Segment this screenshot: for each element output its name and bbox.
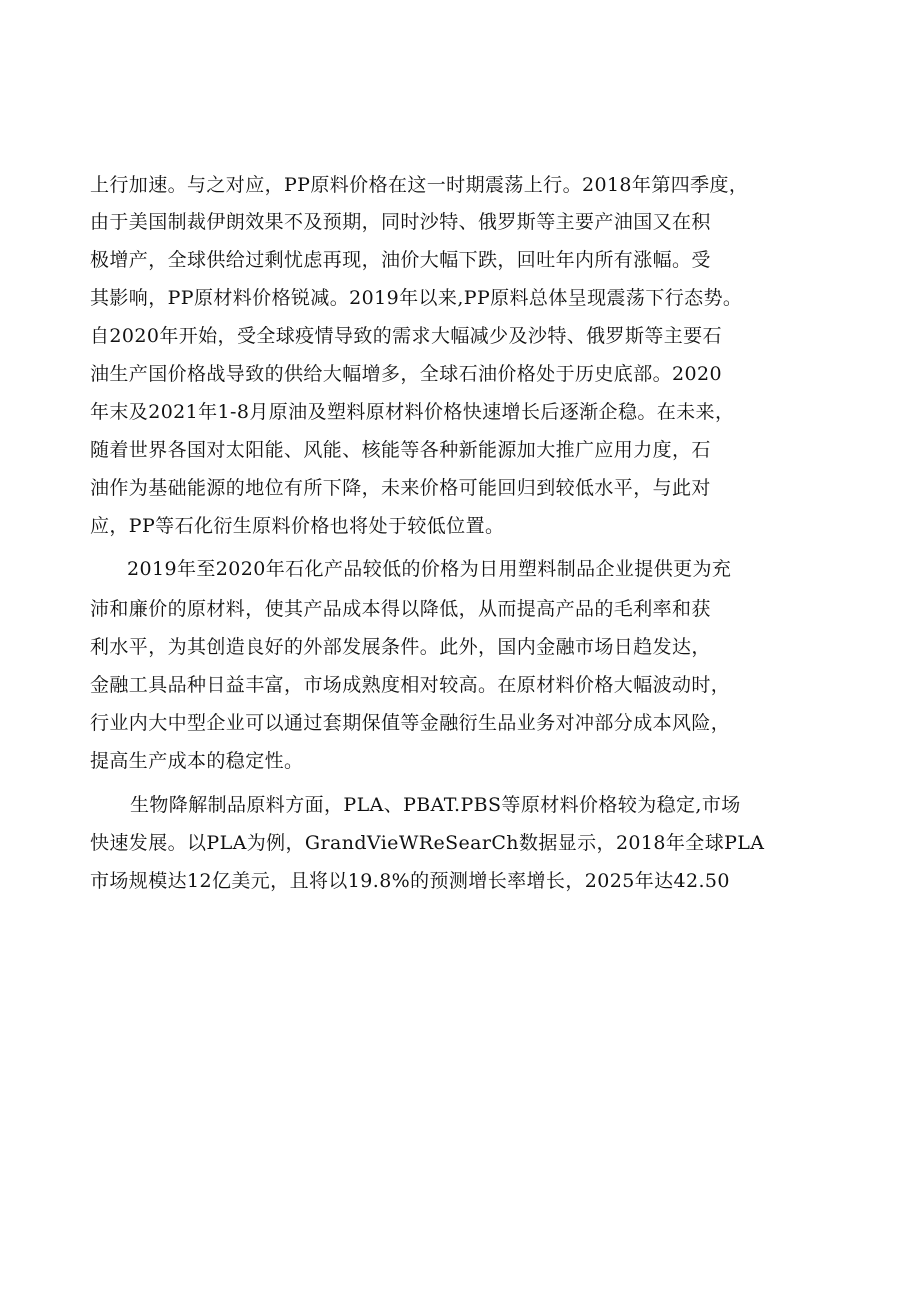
- paragraph-1-line-6: 油生产国价格战导致的供给大幅增多，全球石油价格处于历史底部。2020: [90, 363, 722, 385]
- paragraph-1-line-7: 年末及2021年1-8月原油及塑料原材料价格快速增长后逐渐企稳。在未来，: [90, 401, 735, 423]
- paragraph-1-line-8: 随着世界各国对太阳能、风能、核能等各种新能源加大推广应用力度，石: [90, 439, 711, 461]
- paragraph-1-line-3: 极增产，全球供给过剩忧虑再现，油价大幅下跌，回吐年内所有涨幅。受: [90, 249, 711, 271]
- paragraph-1-line-5: 自2020年开始，受全球疫情导致的需求大幅减少及沙特、俄罗斯等主要石: [90, 325, 722, 347]
- paragraph-1-line-4: 其影响，PP原材料价格锐减。2019年以来,PP原料总体呈现震荡下行态势。: [90, 287, 743, 309]
- paragraph-2-line-3: 利水平，为其创造良好的外部发展条件。此外，国内金融市场日趋发达，: [90, 636, 711, 658]
- paragraph-2-line-6: 提高生产成本的稳定性。: [90, 750, 304, 772]
- paragraph-3-line-1: 生物降解制品原料方面，PLA、PBAT.PBS等原材料价格较为稳定,市场: [130, 794, 741, 816]
- paragraph-2-line-4: 金融工具品种日益丰富，市场成熟度相对较高。在原材料价格大幅波动时，: [90, 674, 731, 696]
- paragraph-1-line-10: 应，PP等石化衍生原料价格也将处于较低位置。: [90, 515, 505, 537]
- paragraph-2-line-5: 行业内大中型企业可以通过套期保值等金融衍生品业务对冲部分成本风险，: [90, 712, 731, 734]
- paragraph-2-line-1: 2019年至2020年石化产品较低的价格为日用塑料制品企业提供更为充: [127, 558, 732, 580]
- paragraph-2-line-2: 沛和廉价的原材料，使其产品成本得以降低，从而提高产品的毛利率和获: [90, 598, 711, 620]
- paragraph-1-line-2: 由于美国制裁伊朗效果不及预期，同时沙特、俄罗斯等主要产油国又在积: [90, 211, 711, 233]
- paragraph-3-line-2: 快速发展。以PLA为例，GrandVieWReSearCh数据显示，2018年全球PLA: [90, 832, 765, 854]
- paragraph-3-line-3: 市场规模达12亿美元，且将以19.8%的预测增长率增长，2025年达42.50: [90, 870, 730, 892]
- paragraph-1-line-9: 油作为基础能源的地位有所下降，未来价格可能回归到较低水平，与此对: [90, 477, 711, 499]
- paragraph-1-line-1: 上行加速。与之对应，PP原料价格在这一时期震荡上行。2018年第四季度，: [90, 174, 749, 196]
